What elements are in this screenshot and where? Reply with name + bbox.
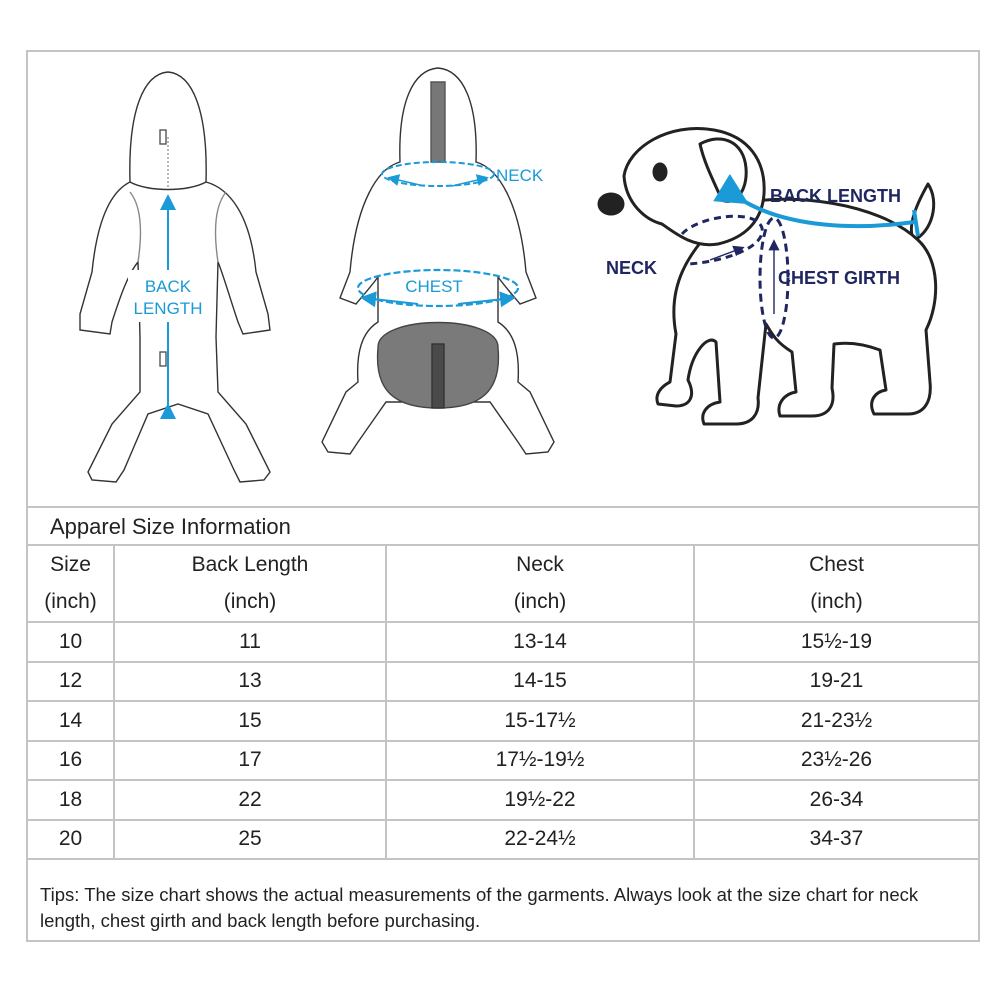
table-unit-row	[28, 584, 978, 623]
back-neck-label: NECK	[496, 166, 544, 185]
table-title: Apparel Size Information	[28, 506, 978, 546]
cell-size: 16	[28, 741, 114, 781]
dog-chest-girth-label: CHEST GIRTH	[778, 268, 901, 288]
unit-size: (inch)	[28, 584, 114, 623]
cell-neck: 14-15	[386, 662, 694, 702]
unit-chest: (inch)	[694, 584, 978, 623]
table-row	[28, 662, 978, 702]
size-table	[28, 546, 978, 860]
cell-size: 18	[28, 780, 114, 820]
cell-neck: 22-24½	[386, 820, 694, 860]
cell-back-length: 15	[114, 701, 386, 741]
table-row	[28, 820, 978, 860]
dog-neck-label: NECK	[606, 258, 658, 278]
cell-chest: 26-34	[694, 780, 978, 820]
cell-chest: 23½-26	[694, 741, 978, 781]
back-chest-label: CHEST	[405, 277, 463, 296]
table-row	[28, 780, 978, 820]
cell-chest: 34-37	[694, 820, 978, 860]
header-back-length: Back Length	[114, 546, 386, 584]
cell-chest: 19-21	[694, 662, 978, 702]
table-row	[28, 701, 978, 741]
cell-chest: 15½-19	[694, 622, 978, 662]
header-neck: Neck	[386, 546, 694, 584]
cell-size: 10	[28, 622, 114, 662]
cell-back-length: 17	[114, 741, 386, 781]
cell-back-length: 25	[114, 820, 386, 860]
cell-neck: 19½-22	[386, 780, 694, 820]
garment-back-view	[322, 68, 554, 454]
table-row	[28, 741, 978, 781]
cell-back-length: 11	[114, 622, 386, 662]
dog-back-length-label: BACK LENGTH	[770, 186, 901, 206]
cell-size: 12	[28, 662, 114, 702]
cell-size: 14	[28, 701, 114, 741]
size-chart-frame	[26, 50, 980, 942]
front-back-length-label-1: BACK	[144, 277, 192, 296]
table-header-row	[28, 546, 978, 584]
front-back-length-label-2: LENGTH	[133, 299, 203, 318]
unit-neck: (inch)	[386, 584, 694, 623]
cell-chest: 21-23½	[694, 701, 978, 741]
cell-size: 20	[28, 820, 114, 860]
tips-text: Tips: The size chart shows the actual measurements of the garments. Always look at the size chart for neck length, chest girth and back length before purchasing.	[40, 884, 919, 931]
cell-neck: 17½-19½	[386, 741, 694, 781]
table-row	[28, 622, 978, 662]
header-size: Size	[28, 546, 114, 584]
header-chest: Chest	[694, 546, 978, 584]
cell-neck: 15-17½	[386, 701, 694, 741]
garment-illustration	[28, 52, 978, 506]
cell-neck: 13-14	[386, 622, 694, 662]
cell-back-length: 13	[114, 662, 386, 702]
unit-back-length: (inch)	[114, 584, 386, 623]
cell-back-length: 22	[114, 780, 386, 820]
